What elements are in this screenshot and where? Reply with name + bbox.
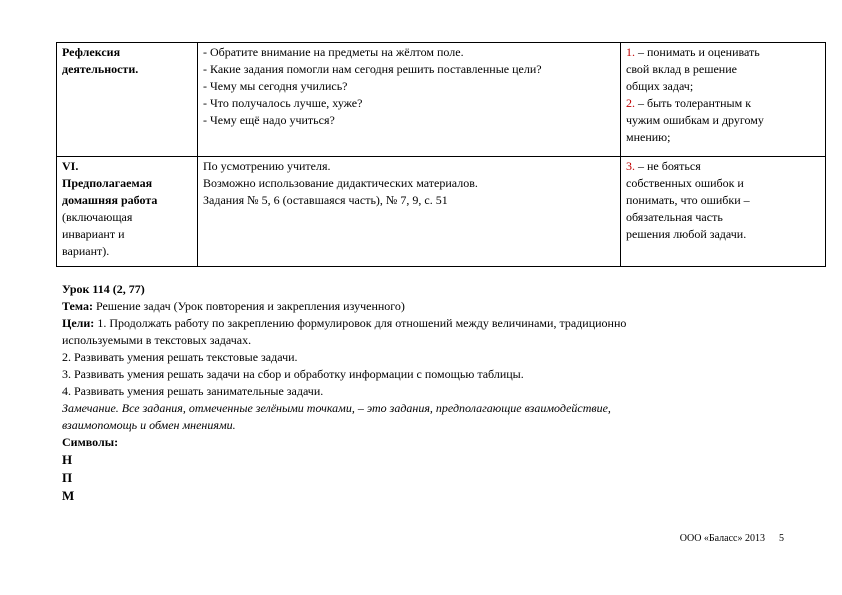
goals-label: Цели: [62,316,95,330]
goal-line: используемыми в текстовых задачах. [62,333,252,347]
result-line: общих задач; [626,79,694,93]
result-text: – понимать и оценивать [635,45,760,59]
result-line: решения любой задачи. [626,227,747,241]
content-line: Задания № 5, 6 (оставшаяся часть), № 7, 9, с. 51 [203,193,448,207]
content-cell [198,157,621,267]
topic-text: Решение задач (Урок повторения и закрепления изученного) [92,299,405,313]
goal-line: 4. Развивать умения решать занимательные задачи. [62,384,324,398]
result-text: – не бояться [635,159,701,173]
symbol-item: М [62,488,75,503]
result-line [626,95,820,112]
content-line: - Обратите внимание на предметы на жёлтом поле. [203,45,464,59]
table-row [57,157,826,267]
result-line: чужим ошибкам и другому [626,113,764,127]
result-number: 2. [626,96,635,110]
result-line: мнению; [626,130,671,144]
goals-line [62,315,782,332]
content-line: По усмотрению учителя. [203,159,331,173]
content-line: - Какие задания помогли нам сегодня решить поставленные цели? [203,62,542,76]
content-line: Возможно использование дидактических материалов. [203,176,478,190]
content-cell [198,43,621,157]
topic-label: Тема: [62,299,93,313]
page-number: 5 [779,533,784,544]
stage-cell [57,43,198,157]
content-line: - Чему мы сегодня учились? [203,79,348,93]
stage-line: (включающая [62,210,133,224]
publisher-text: ООО «Баласс» 2013 [679,533,765,544]
result-number: 1. [626,45,635,59]
result-number: 3. [626,159,635,173]
stage-line: Рефлексия [62,45,121,59]
result-line [626,158,820,175]
page-footer [680,533,784,544]
symbol-item: П [62,470,73,485]
note-line: Замечание. Все задания, отмеченные зелёными точками, – это задания, предполагающие взаимодействие, [62,401,611,415]
results-cell [621,157,826,267]
goal-line: 3. Развивать умения решать задачи на сбор и обработку информации с помощью таблицы. [62,367,524,381]
content-line: - Чему ещё надо учиться? [203,113,335,127]
note-line: взаимопомощь и обмен мнениями. [62,418,236,432]
stage-line: домашняя работа [62,193,158,207]
goal-text: 1. Продолжать работу по закреплению формулировок для отношений между величинами, традиционно [94,316,627,330]
result-text: – быть толерантным к [635,96,752,110]
lesson-title: Урок 114 (2, 77) [62,282,145,296]
table-row [57,43,826,157]
content-line: - Что получалось лучше, хуже? [203,96,363,110]
goal-line: 2. Развивать умения решать текстовые задачи. [62,350,298,364]
symbol-item: Н [62,452,73,467]
lesson-section [62,281,782,505]
lesson-table [56,42,826,267]
result-line: понимать, что ошибки – [626,193,750,207]
stage-line: вариант). [62,244,110,258]
stage-cell [57,157,198,267]
stage-line: инвариант и [62,227,125,241]
result-line: собственных ошибок и [626,176,744,190]
result-line: обязательная часть [626,210,723,224]
lesson-topic [62,298,782,315]
result-line: свой вклад в решение [626,62,737,76]
results-cell [621,43,826,157]
stage-line: Предполагаемая [62,176,153,190]
symbols-label: Символы: [62,435,119,449]
stage-line: VI. [62,159,79,173]
stage-line: деятельности. [62,62,139,76]
result-line [626,44,820,61]
